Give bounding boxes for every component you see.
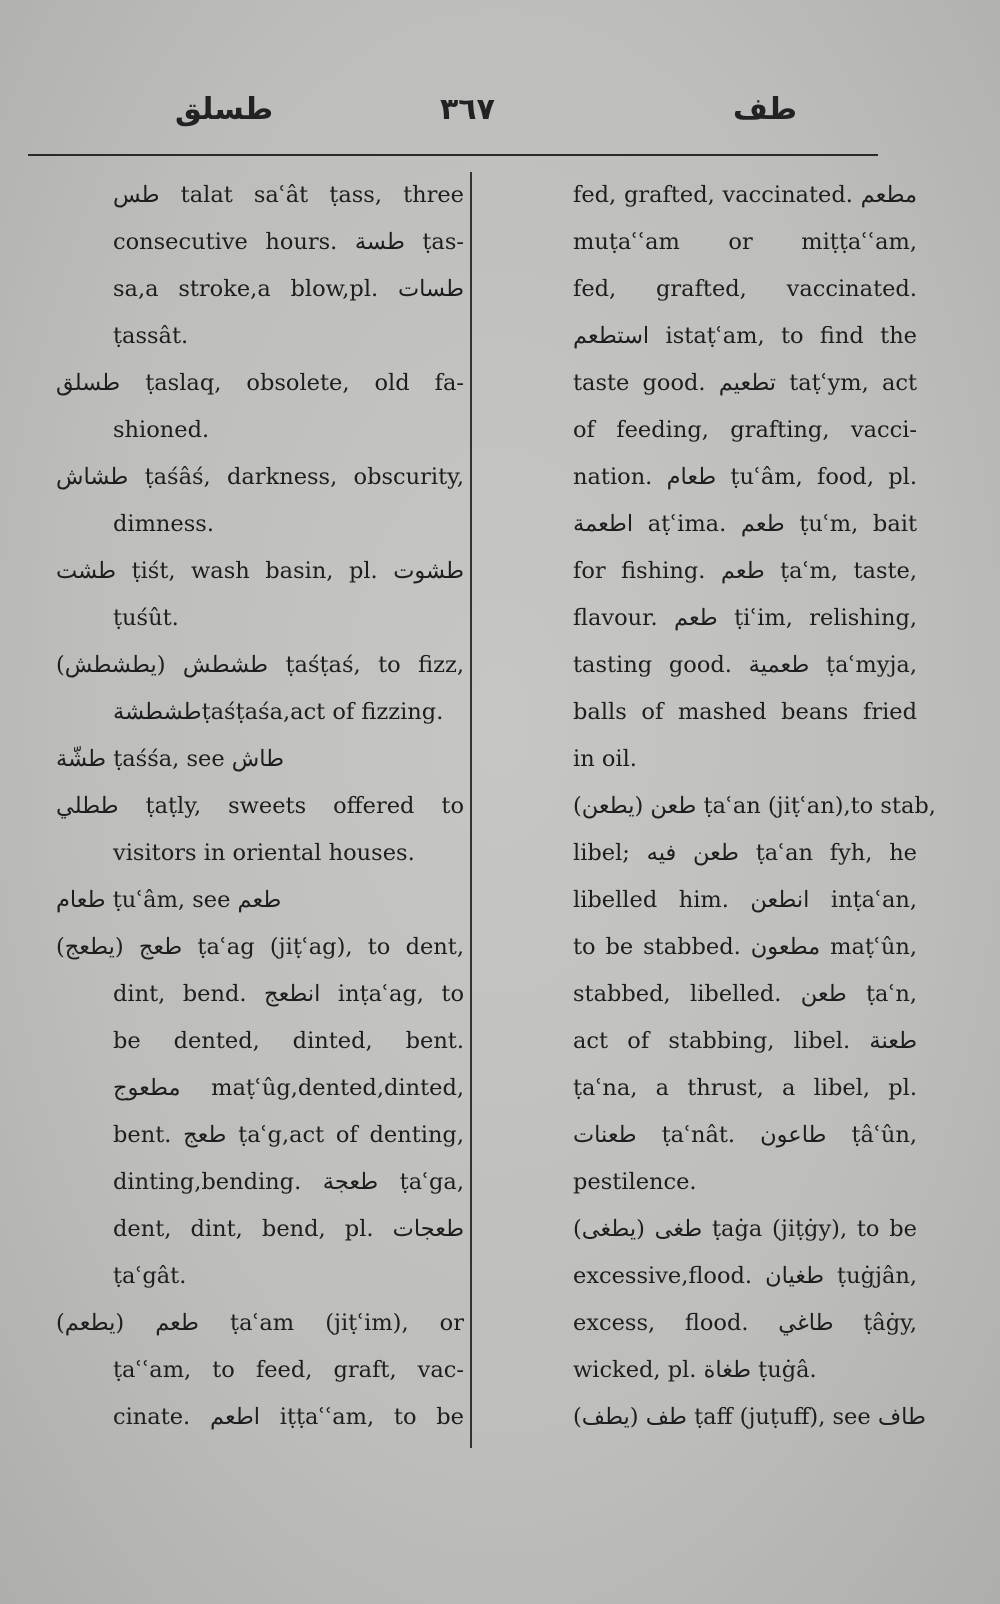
entry-line: muṭaʿʿam or miṭṭaʿʿam, xyxy=(573,229,917,255)
entry-line: استطعم istaṭʿam, to find the xyxy=(573,323,917,349)
page-number: ٣٦٧ xyxy=(440,92,495,127)
entry-line: consecutive hours. طسة ṭas- xyxy=(113,229,464,255)
entry-line: طعم (يطعم) ṭaʿam (jiṭʿim), or xyxy=(56,1310,464,1336)
entry-line: طعام ṭuʿâm, see طعم xyxy=(56,887,282,913)
entry-line: fed, grafted, vaccinated. xyxy=(573,276,917,302)
entry-line: to be stabbed. مطعون maṭʿûn, xyxy=(573,934,917,960)
entry-line: dint, bend. انطعج inṭaʿag, to xyxy=(113,981,465,1007)
entry-line: طسلق ṭaslaq, obsolete, old fa- xyxy=(56,370,464,396)
left-column xyxy=(56,172,464,1441)
entry-line: طعن (يطعن) ṭaʿan (jiṭʿan),to stab, xyxy=(573,793,936,819)
entry-line: طعج (يطعج) ṭaʿag (jiṭʿag), to dent, xyxy=(56,934,464,960)
entry-line: for fishing. طعم ṭaʿm, taste, xyxy=(573,558,917,584)
entry-line: fed, grafted, vaccinated. مطعم xyxy=(573,182,917,208)
entry-line: act of stabbing, libel. طعنة xyxy=(573,1028,917,1054)
entry-line: اطعمة aṭʿima. طعم ṭuʿm, bait xyxy=(573,511,917,537)
entry-line: taste good. تطعيم taṭʿym, act xyxy=(573,370,917,396)
entry-line: libelled him. انطعن inṭaʿan, xyxy=(573,887,917,913)
entry-line: in oil. xyxy=(573,746,637,772)
entry-line: nation. طعام ṭuʿâm, food, pl. xyxy=(573,464,918,490)
entry-line: excessive,flood. طغيان ṭuġjân, xyxy=(573,1263,918,1289)
entry-line: sa,a stroke,a blow,pl. طسات xyxy=(113,276,464,302)
entry-line: ṭaʿna, a thrust, a libel, pl. xyxy=(573,1075,917,1101)
entry-line: flavour. طعم ṭiʿim, relishing, xyxy=(573,605,917,631)
entry-line: مطعوج maṭʿûg,dented,dinted, xyxy=(113,1075,464,1101)
entry-line: طشت ṭiśt, wash basin, pl. طشوت xyxy=(56,558,464,584)
entry-line: stabbed, libelled. طعن ṭaʿn, xyxy=(573,981,917,1007)
entry-line: طغى (يطغى) ṭaġa (jiṭġy), to be xyxy=(573,1216,917,1242)
entry-line: pestilence. xyxy=(573,1169,697,1195)
entry-line: visitors in oriental houses. xyxy=(113,840,415,866)
header-right-word: طف xyxy=(733,92,797,127)
header-rule xyxy=(28,154,878,156)
entry-line: طعنات ṭaʿnât. طاعون ṭâʿûn, xyxy=(573,1122,917,1148)
entry-line: ططلي ṭaṭly, sweets offered to xyxy=(56,793,464,819)
entry-line: be dented, dinted, bent. xyxy=(113,1028,464,1054)
entry-line: طشّة ṭaśśa, see طاش xyxy=(56,746,285,772)
entry-line: cinate. اطعم iṭṭaʿʿam, to be xyxy=(113,1404,464,1430)
entry-line: bent. طعج ṭaʿg,act of denting, xyxy=(113,1122,464,1148)
entry-line: طشاش ṭaśâś, darkness, obscurity, xyxy=(56,464,464,490)
right-column xyxy=(525,172,936,1441)
entry-line: dimness. xyxy=(113,511,214,537)
entry-line: طف (يطف) ṭaff (juṭuff), see طاف xyxy=(573,1404,926,1430)
entry-line: ṭassât. xyxy=(113,323,189,349)
entry-line: libel; طعن فيه ṭaʿan fyh, he xyxy=(573,840,918,866)
entry-line: ṭaʿʿam, to feed, graft, vac- xyxy=(113,1357,464,1383)
entry-line: tasting good. طعمية ṭaʿmyja, xyxy=(573,652,917,678)
column-divider xyxy=(470,172,472,1448)
entry-line: wicked, pl. طغاة ṭuġâ. xyxy=(573,1357,817,1383)
header-left-word: طسلق xyxy=(175,92,274,127)
entry-line: ṭuśût. xyxy=(113,605,179,631)
entry-line: dent, dint, bend, pl. طعجات xyxy=(113,1216,464,1242)
entry-line: shioned. xyxy=(113,417,210,443)
entry-line: excess, flood. طاغي ṭâġy, xyxy=(573,1310,917,1336)
entry-line: balls of mashed beans fried xyxy=(573,699,917,725)
entry-line: of feeding, grafting, vacci- xyxy=(573,417,917,443)
entry-line: طشطشةṭaśṭaśa,act of fizzing. xyxy=(113,699,444,725)
entry-line: ṭaʿgât. xyxy=(113,1263,187,1289)
entry-line: طشطش (يطشطش) ṭaśṭaś, to fizz, xyxy=(56,652,464,678)
entry-line: طس talat saʿât ṭass, three xyxy=(113,182,464,208)
entry-line: dinting,bending. طعجة ṭaʿga, xyxy=(113,1169,464,1195)
